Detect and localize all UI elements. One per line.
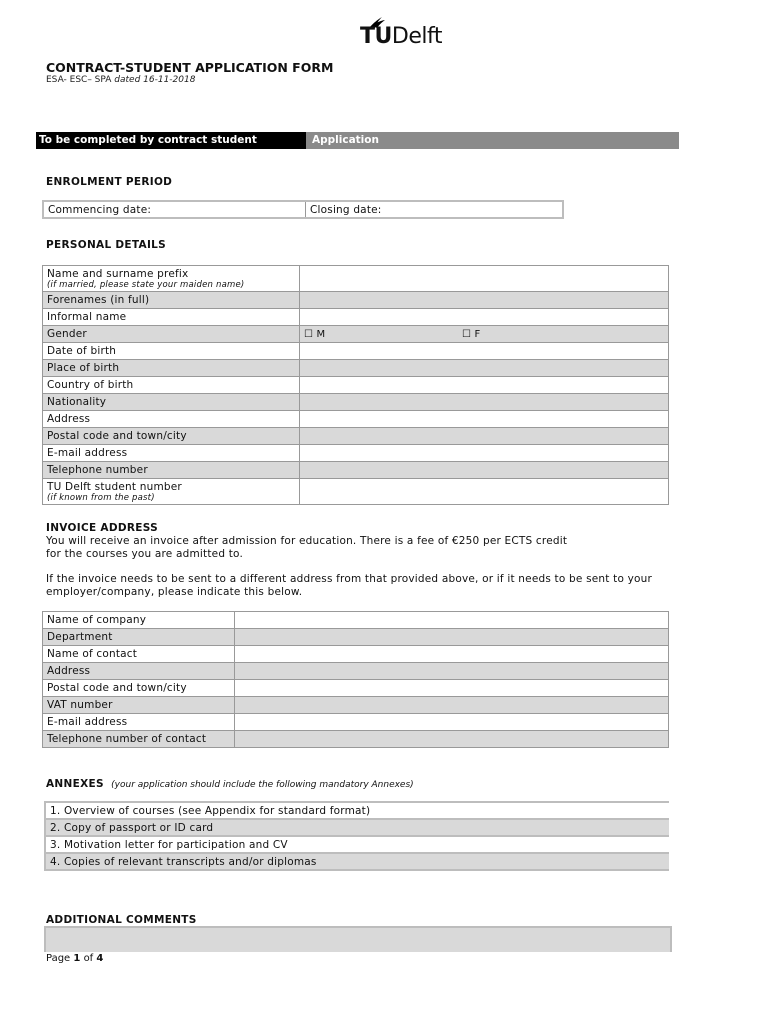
invoice-row-label: Postal code and town/city [43, 680, 235, 697]
annexes-table [44, 801, 669, 871]
banner-left: To be completed by contract student [36, 132, 306, 149]
invoice-contact-input[interactable] [235, 646, 669, 663]
postal-label: Postal code and town/city [43, 428, 300, 445]
invoice-postal-input[interactable] [235, 680, 669, 697]
invoice-para-1-line-2: for the courses you are admitted to. [46, 548, 244, 560]
invoice-para-2 [46, 573, 652, 599]
invoice-phone-input[interactable] [235, 731, 669, 748]
student-no-note: (if known from the past) [47, 492, 155, 503]
personal-table [42, 265, 669, 505]
page-of: of [83, 953, 94, 964]
banner-right: Application [312, 134, 379, 146]
invoice-email-input[interactable] [235, 714, 669, 731]
annexes-note: (your application should include the following mandatory Annexes) [111, 780, 414, 790]
forenames-label: Forenames (in full) [43, 292, 300, 309]
invoice-vat-input[interactable] [235, 697, 669, 714]
cob-input[interactable] [300, 377, 669, 394]
closing-date-field[interactable]: Closing date: [306, 201, 564, 218]
invoice-row-label: VAT number [43, 697, 235, 714]
page-total: 4 [96, 953, 104, 964]
invoice-para-2-line-2: employer/company, please indicate this below. [46, 586, 303, 598]
tu-delft-logo [360, 18, 450, 52]
student-no-cell [43, 479, 300, 505]
logo-tu: TU [360, 24, 392, 49]
page-word: Page [46, 953, 71, 964]
address-input[interactable] [300, 411, 669, 428]
phone-input[interactable] [300, 462, 669, 479]
email-label: E-mail address [43, 445, 300, 462]
invoice-table [42, 611, 669, 748]
commencing-date-field[interactable]: Commencing date: [43, 201, 306, 218]
name-input[interactable] [300, 266, 669, 292]
annexes-heading: ANNEXES [46, 778, 104, 790]
forenames-input[interactable] [300, 292, 669, 309]
dob-input[interactable] [300, 343, 669, 360]
invoice-row-label: Department [43, 629, 235, 646]
invoice-heading: INVOICE ADDRESS [46, 522, 158, 534]
invoice-row-label: Telephone number of contact [43, 731, 235, 748]
student-no-label: TU Delft student number [47, 480, 182, 493]
form-subtitle [46, 75, 195, 85]
annex-item: 3. Motivation letter for participation and CV [45, 836, 669, 853]
informal-label: Informal name [43, 309, 300, 326]
gender-m-checkbox[interactable]: ☐ M [304, 329, 326, 340]
section-banner [36, 132, 679, 149]
pob-input[interactable] [300, 360, 669, 377]
comments-heading: ADDITIONAL COMMENTS [46, 914, 197, 926]
gender-f-checkbox[interactable]: ☐ F [462, 329, 481, 340]
invoice-row-label: E-mail address [43, 714, 235, 731]
form-title: CONTRACT-STUDENT APPLICATION FORM [46, 60, 334, 75]
invoice-para-1 [46, 535, 567, 561]
invoice-department-input[interactable] [235, 629, 669, 646]
invoice-row-label: Name of company [43, 612, 235, 629]
name-label-cell [43, 266, 300, 292]
invoice-para-2-line-1: If the invoice needs to be sent to a different address from that provided above, or if it needs to be sent to your [46, 573, 653, 585]
personal-heading: PERSONAL DETAILS [46, 239, 167, 251]
page-number [46, 953, 103, 964]
name-label: Name and surname prefix [47, 267, 189, 280]
form-date: dated 16-11-2018 [114, 75, 196, 85]
name-note: (if married, please state your maiden name) [47, 279, 245, 290]
dob-label: Date of birth [43, 343, 300, 360]
informal-input[interactable] [300, 309, 669, 326]
invoice-row-label: Address [43, 663, 235, 680]
invoice-company-input[interactable] [235, 612, 669, 629]
logo-delft: Delft [391, 24, 442, 49]
nationality-input[interactable] [300, 394, 669, 411]
postal-input[interactable] [300, 428, 669, 445]
phone-label: Telephone number [43, 462, 300, 479]
page-current: 1 [73, 953, 81, 964]
cob-label: Country of birth [43, 377, 300, 394]
enrolment-heading: ENROLMENT PERIOD [46, 176, 173, 188]
annex-item: 1. Overview of courses (see Appendix for standard format) [45, 802, 669, 819]
invoice-row-label: Name of contact [43, 646, 235, 663]
annex-item: 2. Copy of passport or ID card [45, 819, 669, 836]
gender-label: Gender [43, 326, 300, 343]
invoice-para-1-line-1: You will receive an invoice after admission for education. There is a fee of €250 per ECTS credit [46, 535, 568, 547]
pob-label: Place of birth [43, 360, 300, 377]
student-no-input[interactable] [300, 479, 669, 505]
enrolment-table [42, 200, 564, 219]
email-input[interactable] [300, 445, 669, 462]
gender-options [300, 326, 669, 343]
address-label: Address [43, 411, 300, 428]
comments-textarea[interactable] [44, 926, 672, 952]
form-code: ESA- ESC– SPA [46, 75, 112, 85]
annex-item: 4. Copies of relevant transcripts and/or diplomas [45, 853, 669, 870]
invoice-address-input[interactable] [235, 663, 669, 680]
nationality-label: Nationality [43, 394, 300, 411]
annexes-heading-row [46, 778, 414, 790]
